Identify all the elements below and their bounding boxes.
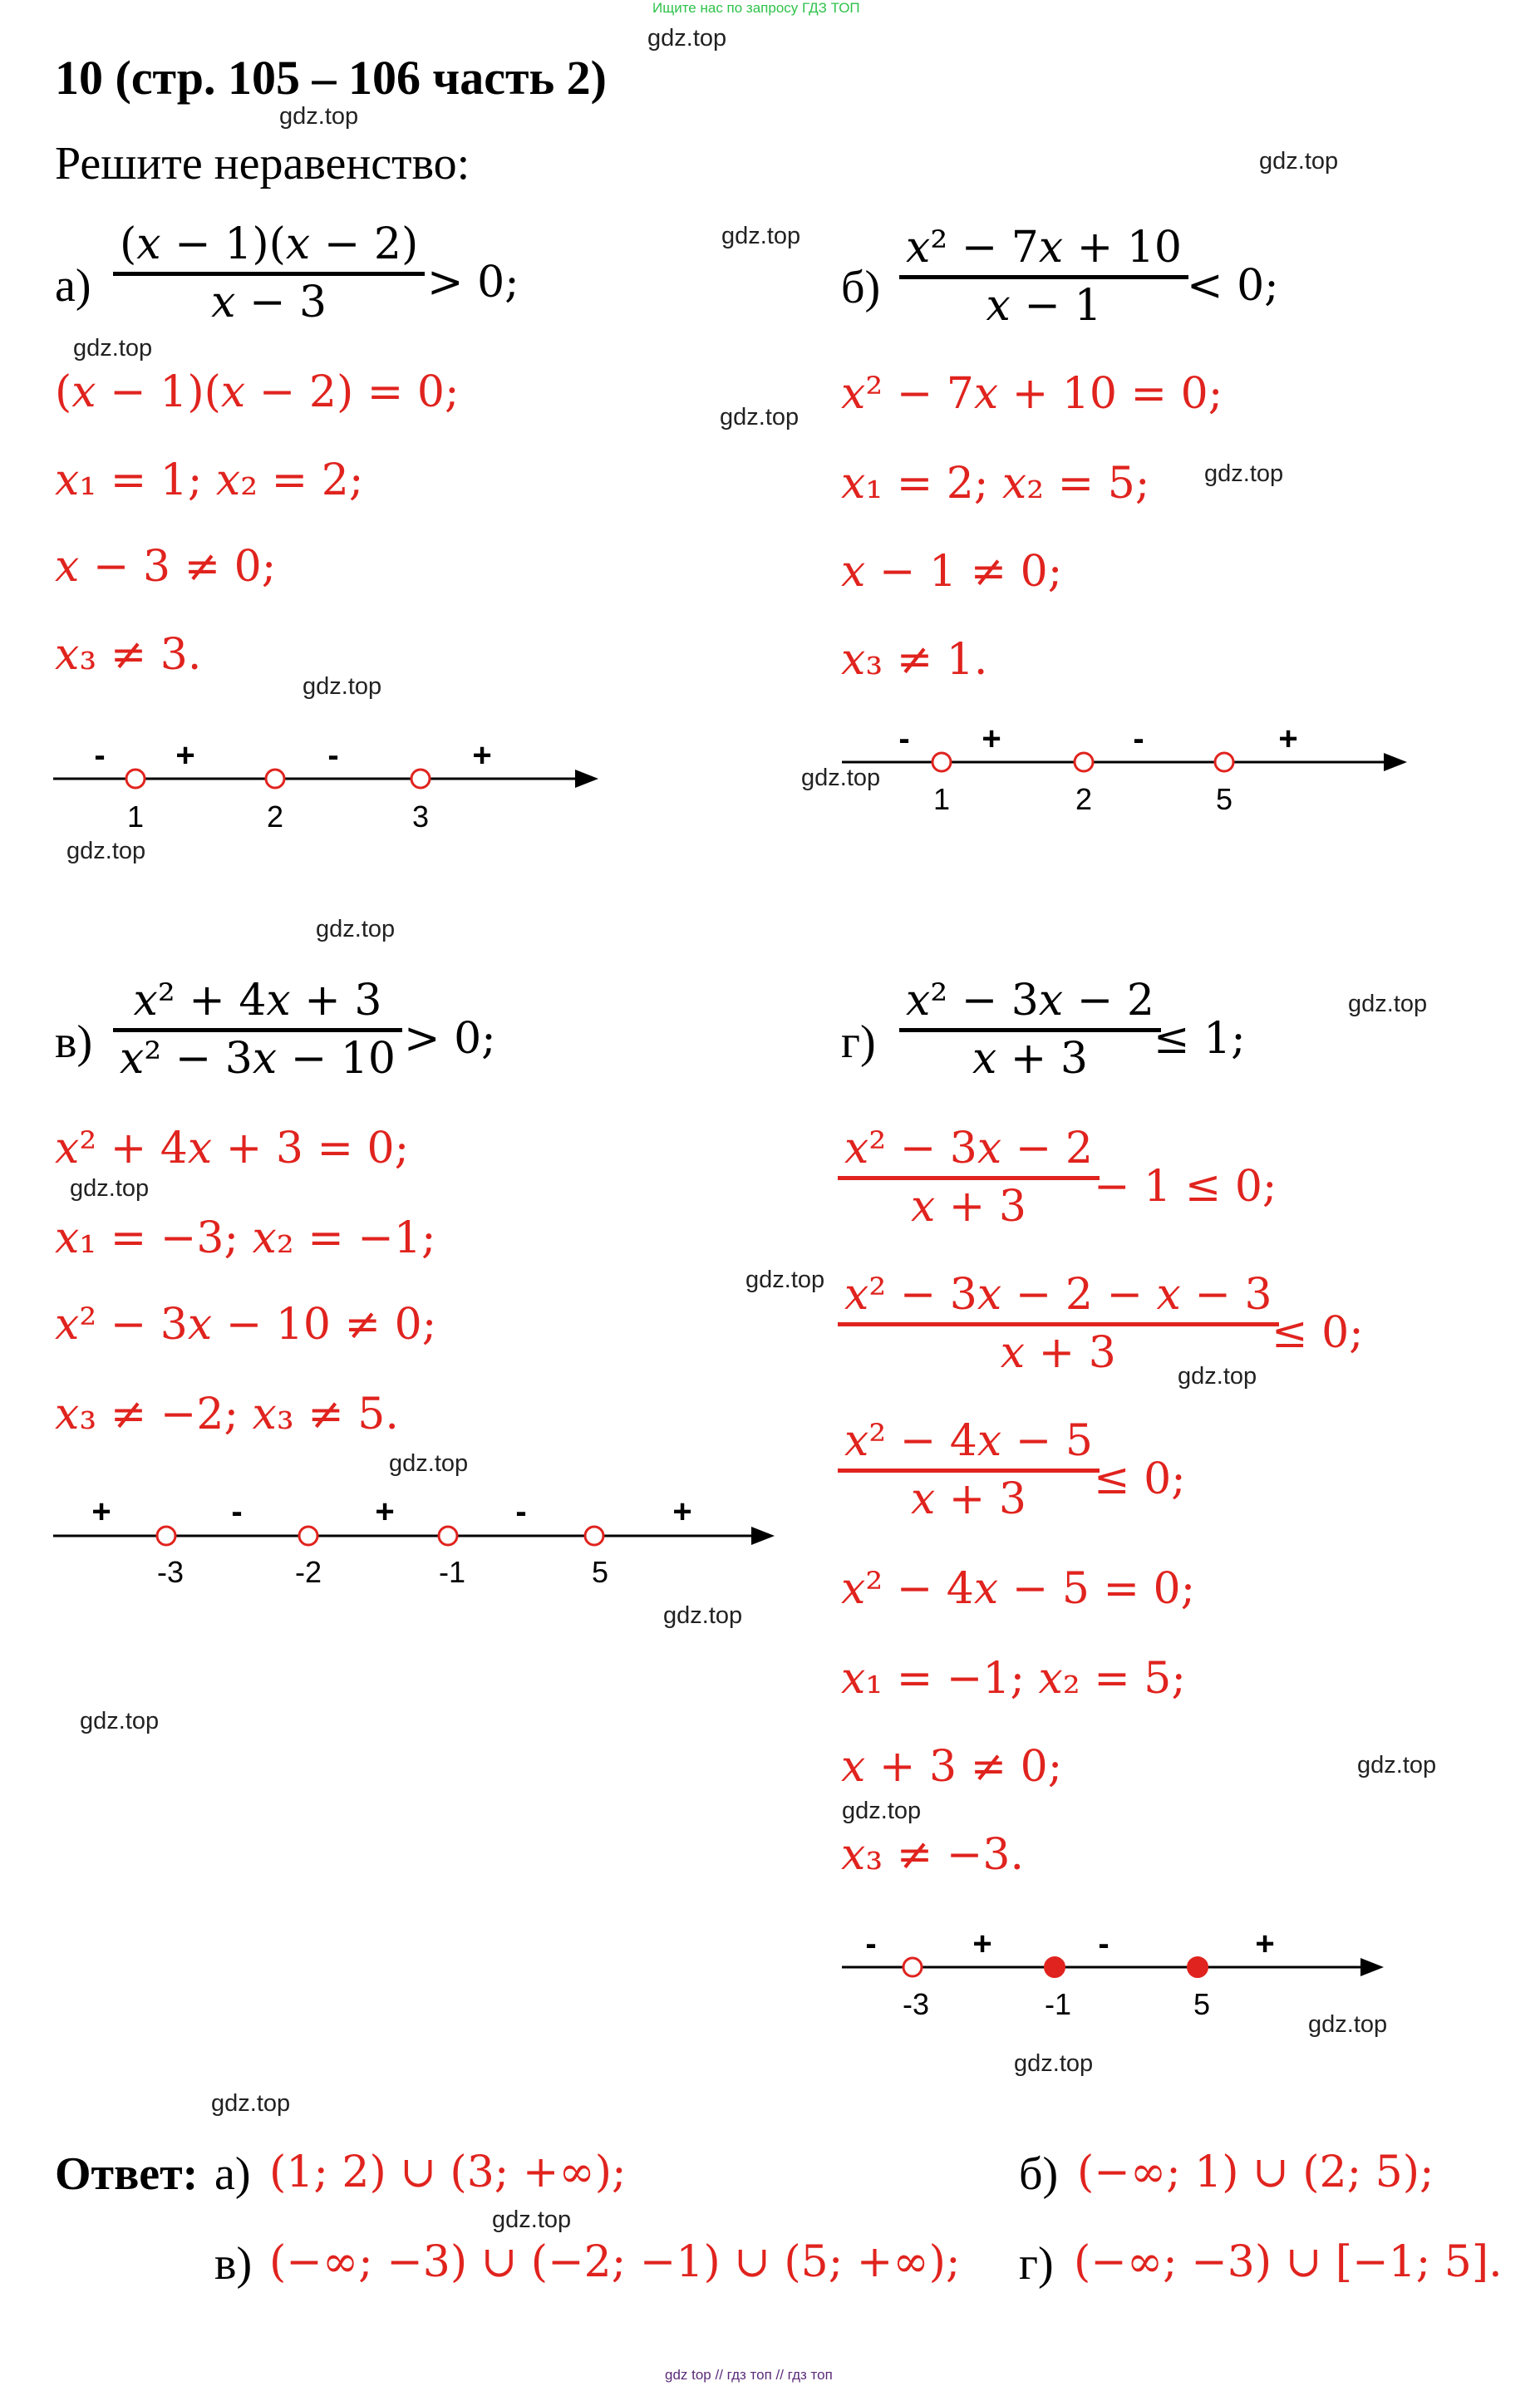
watermark: gdz.top bbox=[70, 1175, 150, 1202]
sign-label: - bbox=[94, 737, 106, 774]
problem-g-step-3: 𝑥 + 3 ≠ 0; bbox=[841, 1742, 1063, 1792]
point-label: -3 bbox=[156, 1555, 185, 1589]
sign-label: - bbox=[231, 1493, 243, 1530]
open-point bbox=[299, 1527, 317, 1545]
open-point bbox=[932, 753, 951, 771]
sign-label: - bbox=[327, 737, 339, 774]
problem-g-step-fraction-2 bbox=[838, 1268, 1279, 1380]
watermark: gdz.top bbox=[1308, 2011, 1388, 2038]
sign-label: + bbox=[472, 737, 492, 774]
point-label: 5 bbox=[1193, 1987, 1211, 2021]
watermark: gdz.top bbox=[720, 404, 800, 430]
problem-g-number-line bbox=[835, 1920, 1400, 2036]
open-point bbox=[266, 770, 284, 788]
watermark: gdz.top bbox=[492, 2207, 572, 2233]
watermark: gdz.top bbox=[721, 223, 801, 249]
problem-b-label: б) bbox=[841, 262, 881, 313]
sign-label: + bbox=[982, 721, 1001, 757]
watermark: gdz.top bbox=[316, 916, 396, 942]
answer-v-label: в) bbox=[214, 2238, 253, 2290]
problem-g-step-rhs-2: ≤ 0; bbox=[1272, 1308, 1364, 1358]
sign-label: + bbox=[1255, 1926, 1275, 1962]
page-title: 10 (стр. 105 – 106 часть 2) bbox=[55, 51, 607, 105]
sign-label: - bbox=[865, 1926, 877, 1962]
problem-g-step-fraction-3 bbox=[838, 1414, 1100, 1527]
watermark: gdz.top bbox=[842, 1798, 922, 1824]
problem-a-step-3: 𝑥 − 3 ≠ 0; bbox=[55, 542, 277, 592]
point-label: 5 bbox=[1215, 782, 1233, 816]
problem-v-fraction bbox=[113, 974, 402, 1086]
fraction-numerator: 𝑥² − 4𝑥 − 5 bbox=[844, 1416, 1093, 1466]
open-point bbox=[157, 1527, 175, 1545]
answer-v-value: (−∞; −3) ∪ (−2; −1) ∪ (5; +∞); bbox=[269, 2237, 961, 2287]
problem-a-step-2: 𝑥₁ = 1; 𝑥₂ = 2; bbox=[55, 455, 364, 505]
sign-label: + bbox=[672, 1493, 692, 1530]
watermark: gdz.top bbox=[279, 103, 359, 130]
answer-a-label: а) bbox=[214, 2148, 251, 2200]
open-point bbox=[126, 770, 145, 788]
answer-a-value: (1; 2) ∪ (3; +∞); bbox=[269, 2147, 627, 2197]
point-label: -1 bbox=[438, 1555, 466, 1589]
open-point bbox=[411, 770, 430, 788]
watermark: gdz.top bbox=[663, 1602, 743, 1629]
problem-v-label: в) bbox=[55, 1016, 93, 1068]
watermark: gdz.top bbox=[1014, 2050, 1094, 2077]
problem-a-step-1: (𝑥 − 1)(𝑥 − 2) = 0; bbox=[55, 367, 460, 417]
open-point bbox=[1075, 753, 1093, 771]
open-point bbox=[903, 1958, 922, 1976]
problem-v-rhs: > 0; bbox=[404, 1014, 496, 1064]
watermark: gdz.top bbox=[211, 2090, 291, 2117]
problem-b-number-line bbox=[835, 715, 1417, 831]
answer-label: Ответ: bbox=[55, 2148, 199, 2200]
problem-b-step-3: 𝑥 − 1 ≠ 0; bbox=[841, 547, 1063, 597]
problem-g-step-fraction-1 bbox=[838, 1122, 1100, 1234]
fraction-denominator: 𝑥 + 3 bbox=[910, 1182, 1026, 1232]
problem-g-label: г) bbox=[841, 1016, 876, 1068]
watermark: gdz.top bbox=[1259, 148, 1339, 175]
problem-v-number-line bbox=[50, 1489, 781, 1606]
problem-g-step-4: 𝑥₃ ≠ −3. bbox=[841, 1830, 1024, 1880]
problem-a-rhs: > 0; bbox=[427, 258, 519, 307]
watermark: gdz.top bbox=[745, 1267, 825, 1293]
watermark: gdz.top bbox=[1204, 460, 1284, 487]
problem-a-step-4: 𝑥₃ ≠ 3. bbox=[55, 630, 202, 680]
problem-v-denominator: 𝑥² − 3𝑥 − 10 bbox=[120, 1034, 396, 1084]
problem-v-step-3: 𝑥² − 3𝑥 − 10 ≠ 0; bbox=[55, 1300, 437, 1350]
sign-label: + bbox=[375, 1493, 395, 1530]
footer-note: gdz top // гдз топ // гдз топ bbox=[665, 2367, 833, 2383]
problem-a-fraction bbox=[113, 218, 425, 330]
problem-v-step-2: 𝑥₁ = −3; 𝑥₂ = −1; bbox=[55, 1213, 436, 1263]
sign-label: + bbox=[91, 1493, 111, 1530]
problem-g-fraction bbox=[899, 974, 1161, 1086]
problem-b-numerator: 𝑥² − 7𝑥 + 10 bbox=[906, 223, 1183, 273]
open-point bbox=[585, 1527, 603, 1545]
answer-g-value: (−∞; −3) ∪ [−1; 5]. bbox=[1074, 2237, 1503, 2287]
problem-g-rhs: ≤ 1; bbox=[1154, 1014, 1246, 1064]
axis-arrow bbox=[751, 1527, 775, 1545]
point-label: 3 bbox=[411, 799, 430, 834]
problem-b-step-1: 𝑥² − 7𝑥 + 10 = 0; bbox=[841, 369, 1223, 419]
sign-label: - bbox=[1133, 721, 1144, 757]
top-note: Ищите нас по запросу ГДЗ ТОП bbox=[652, 0, 860, 16]
task-instruction: Решите неравенство: bbox=[55, 138, 470, 189]
axis-arrow bbox=[1360, 1958, 1384, 1976]
watermark: gdz.top bbox=[303, 673, 382, 700]
problem-g-step-rhs-3: ≤ 0; bbox=[1094, 1454, 1186, 1504]
problem-b-rhs: < 0; bbox=[1187, 261, 1279, 311]
problem-v-step-1: 𝑥² + 4𝑥 + 3 = 0; bbox=[55, 1124, 410, 1173]
problem-b-step-4: 𝑥₃ ≠ 1. bbox=[841, 635, 988, 685]
closed-point bbox=[1045, 1957, 1065, 1977]
answer-b-label: б) bbox=[1019, 2148, 1059, 2200]
problem-g-denominator: 𝑥 + 3 bbox=[972, 1034, 1088, 1084]
watermark: gdz.top bbox=[1357, 1752, 1437, 1778]
point-label: -2 bbox=[294, 1555, 322, 1589]
problem-b-fraction bbox=[899, 221, 1188, 333]
problem-g-step-2: 𝑥₁ = −1; 𝑥₂ = 5; bbox=[841, 1654, 1186, 1704]
problem-g-step-rhs-1: − 1 ≤ 0; bbox=[1094, 1162, 1277, 1212]
fraction-denominator: 𝑥 + 3 bbox=[910, 1474, 1026, 1524]
problem-a-denominator: 𝑥 − 3 bbox=[211, 278, 327, 327]
problem-b-denominator: 𝑥 − 1 bbox=[986, 281, 1102, 331]
problem-v-numerator: 𝑥² + 4𝑥 + 3 bbox=[133, 976, 382, 1026]
closed-point bbox=[1188, 1957, 1208, 1977]
axis-arrow bbox=[1384, 753, 1407, 771]
point-label: 5 bbox=[591, 1555, 609, 1589]
problem-g-numerator: 𝑥² − 3𝑥 − 2 bbox=[906, 976, 1154, 1026]
problem-v-step-4: 𝑥₃ ≠ −2; 𝑥₃ ≠ 5. bbox=[55, 1390, 399, 1439]
problem-a-numerator: (𝑥 − 1)(𝑥 − 2) bbox=[120, 219, 419, 269]
answer-b-value: (−∞; 1) ∪ (2; 5); bbox=[1077, 2147, 1434, 2197]
point-label: 2 bbox=[1075, 782, 1093, 816]
point-label: -1 bbox=[1044, 1987, 1072, 2021]
point-label: -3 bbox=[902, 1987, 930, 2021]
point-label: 1 bbox=[932, 782, 951, 816]
sign-label: + bbox=[972, 1926, 992, 1962]
watermark: gdz.top bbox=[647, 25, 727, 52]
fraction-numerator: 𝑥² − 3𝑥 − 2 bbox=[844, 1124, 1093, 1173]
watermark: gdz.top bbox=[1178, 1363, 1257, 1390]
axis-arrow bbox=[575, 770, 598, 788]
problem-a-label: а) bbox=[55, 260, 91, 312]
watermark: gdz.top bbox=[1348, 991, 1428, 1017]
watermark: gdz.top bbox=[80, 1708, 160, 1734]
sign-label: + bbox=[175, 737, 195, 774]
sign-label: - bbox=[1098, 1926, 1109, 1962]
sign-label: - bbox=[898, 721, 910, 757]
open-point bbox=[1215, 753, 1233, 771]
open-point bbox=[439, 1527, 457, 1545]
sign-label: - bbox=[515, 1493, 527, 1530]
watermark: gdz.top bbox=[801, 765, 881, 791]
point-label: 1 bbox=[126, 799, 145, 834]
sign-label: + bbox=[1278, 721, 1298, 757]
watermark: gdz.top bbox=[389, 1450, 469, 1477]
problem-b-step-2: 𝑥₁ = 2; 𝑥₂ = 5; bbox=[841, 459, 1150, 509]
fraction-denominator: 𝑥 + 3 bbox=[1000, 1328, 1116, 1378]
answer-g-label: г) bbox=[1019, 2238, 1054, 2290]
fraction-numerator: 𝑥² − 3𝑥 − 2 − 𝑥 − 3 bbox=[844, 1270, 1272, 1320]
problem-g-step-1: 𝑥² − 4𝑥 − 5 = 0; bbox=[841, 1564, 1196, 1614]
watermark: gdz.top bbox=[66, 838, 146, 864]
watermark: gdz.top bbox=[73, 335, 153, 362]
problem-a-number-line bbox=[50, 731, 615, 848]
point-label: 2 bbox=[266, 799, 284, 834]
